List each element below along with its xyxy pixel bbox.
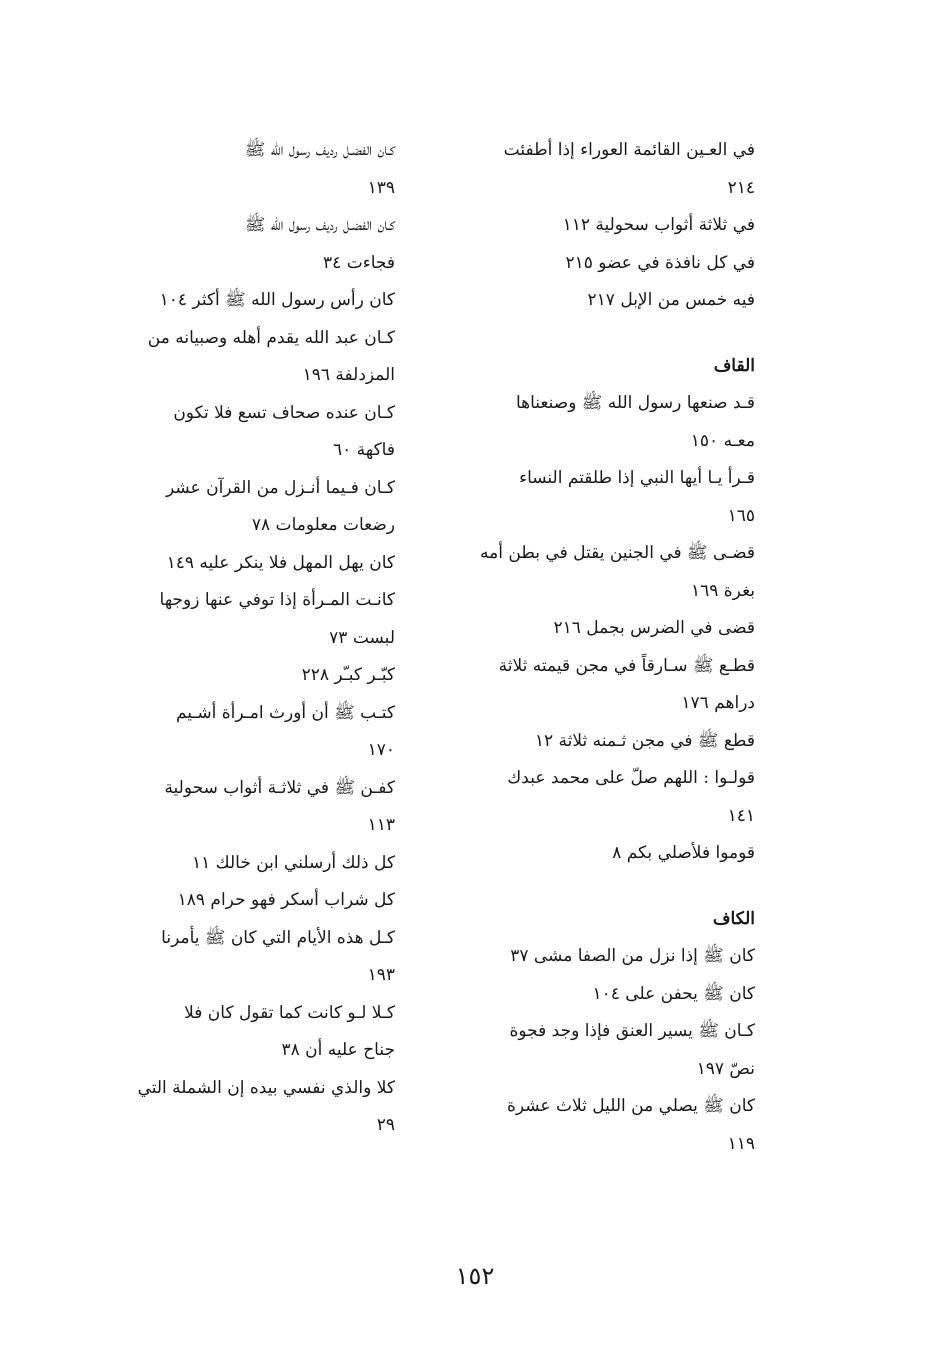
page-number: ١٥٢ [455,1262,495,1290]
entry-line: كتـب ﷺ أن أورث امـرأة أشـيم [175,702,395,723]
entry-line: قضـى ﷺ في الجنين يقتل في بطن أمه [480,543,755,563]
entry-line: فجاءت ٣٤ [323,252,395,273]
entry-line: كان ﷺ يصلي من الليل ثلاث عشرة [506,1096,755,1116]
left-column [135,132,395,1145]
entry-line: كـان الفضـل رديف رسول الله ﷺ [244,140,395,160]
entry-line: رضعات معلومات ٧٨ [251,515,395,535]
entry-line: ١١٣ [367,815,395,835]
entry-line: لبست ٧٣ [329,627,395,648]
entry-line: قـرأ يـا أيها النبي إذا طلقتم النساء [519,468,755,488]
entry-line: جناح عليه أن ٣٨ [281,1040,395,1060]
entry-line: كان ﷺ يحفن على ١٠٤ [592,983,755,1004]
entry-line: كان ﷺ إذا نزل من الصفا مشى ٣٧ [510,946,755,966]
entry-line: كـلا لـو كانت كما تقول كان فلا [184,1002,395,1023]
entry-line: معـه ١٥٠ [690,430,755,451]
entry-line: فاكهة ٦٠ [332,440,395,460]
entry-line: المزدلفة ١٩٦ [302,365,395,385]
entry-line: ١٣٩ [367,177,395,198]
entry-line: بغرة ١٦٩ [690,580,755,601]
entry-line: في العـين القائمة العوراء إذا أطفئت [503,140,755,160]
entry-line: كفـن ﷺ في ثلاثـة أثواب سحولية [164,777,395,798]
entry-line: قطـع ﷺ سـارقاً في مجن قيمته ثلاثة [498,655,755,676]
entry-line: ١٤١ [727,805,755,826]
right-column [480,132,755,1163]
entry-line: كـان فـيما أنـزل من القرآن عشر [166,477,395,498]
entry-line: كانـت المـرأة إذا توفي عنها زوجها [159,590,395,610]
section-heading-qaf: القاف [713,355,755,376]
entry-line: كان يهل المهل فلا ينكر عليه ١٤٩ [166,552,395,573]
entry-line: ١٩٣ [367,965,395,985]
entry-line: قـد صنعها رسول الله ﷺ وصنعناها [515,393,755,413]
entry-line: فيه خمس من الإبل ٢١٧ [587,290,755,310]
entry-line: كان رأس رسول الله ﷺ أكثر ١٠٤ [159,290,395,310]
entry-line: كـان ﷺ يسير العنق فإذا وجد فجوة [509,1021,755,1041]
entry-line: نصّ ١٩٧ [696,1058,755,1079]
entry-line: كـان عنده صحاف تسع فلا تكون [173,402,395,423]
entry-line: كبّـر كبـّر ٢٢٨ [301,665,395,685]
entry-line: قوموا فلأصلي بكم ٨ [612,843,755,863]
entry-line: قولـوا : اللهم صلّ على محمد عبدك [507,768,755,788]
entry-line: ٢٩ [376,1115,395,1135]
entry-line: كـان الفضـل رديف رسول الله ﷺ [244,215,395,235]
entry-line: ٢١٤ [727,177,755,198]
entry-line: ١٧٠ [367,740,395,760]
entry-line: قطع ﷺ في مجن ثـمنه ثلاثة ١٢ [534,730,755,751]
entry-line: كـان عبد الله يقدم أهله وصبيانه من [147,327,395,348]
entry-line: قضى في الضرس بجمل ٢١٦ [553,618,755,638]
entry-line: كلا والذي نفسي بيده إن الشملة التي [137,1077,395,1098]
entry-line: كـل هذه الأيام التي كان ﷺ يأمرنا [161,927,395,948]
entry-line: دراهم ١٧٦ [681,693,755,713]
entry-line: كل شراب أسكر فهو حرام ١٨٩ [177,890,395,910]
entry-line: في ثلاثة أثواب سحولية ١١٢ [562,215,755,235]
section-heading-kaf: الكاف [712,908,755,929]
entry-line: ١١٩ [727,1133,755,1154]
entry-line: كل ذلك أرسلني ابن خالك ١١ [191,852,395,873]
entry-line: ١٦٥ [727,505,755,526]
entry-line: في كل نافذة في عضو ٢١٥ [565,252,755,273]
